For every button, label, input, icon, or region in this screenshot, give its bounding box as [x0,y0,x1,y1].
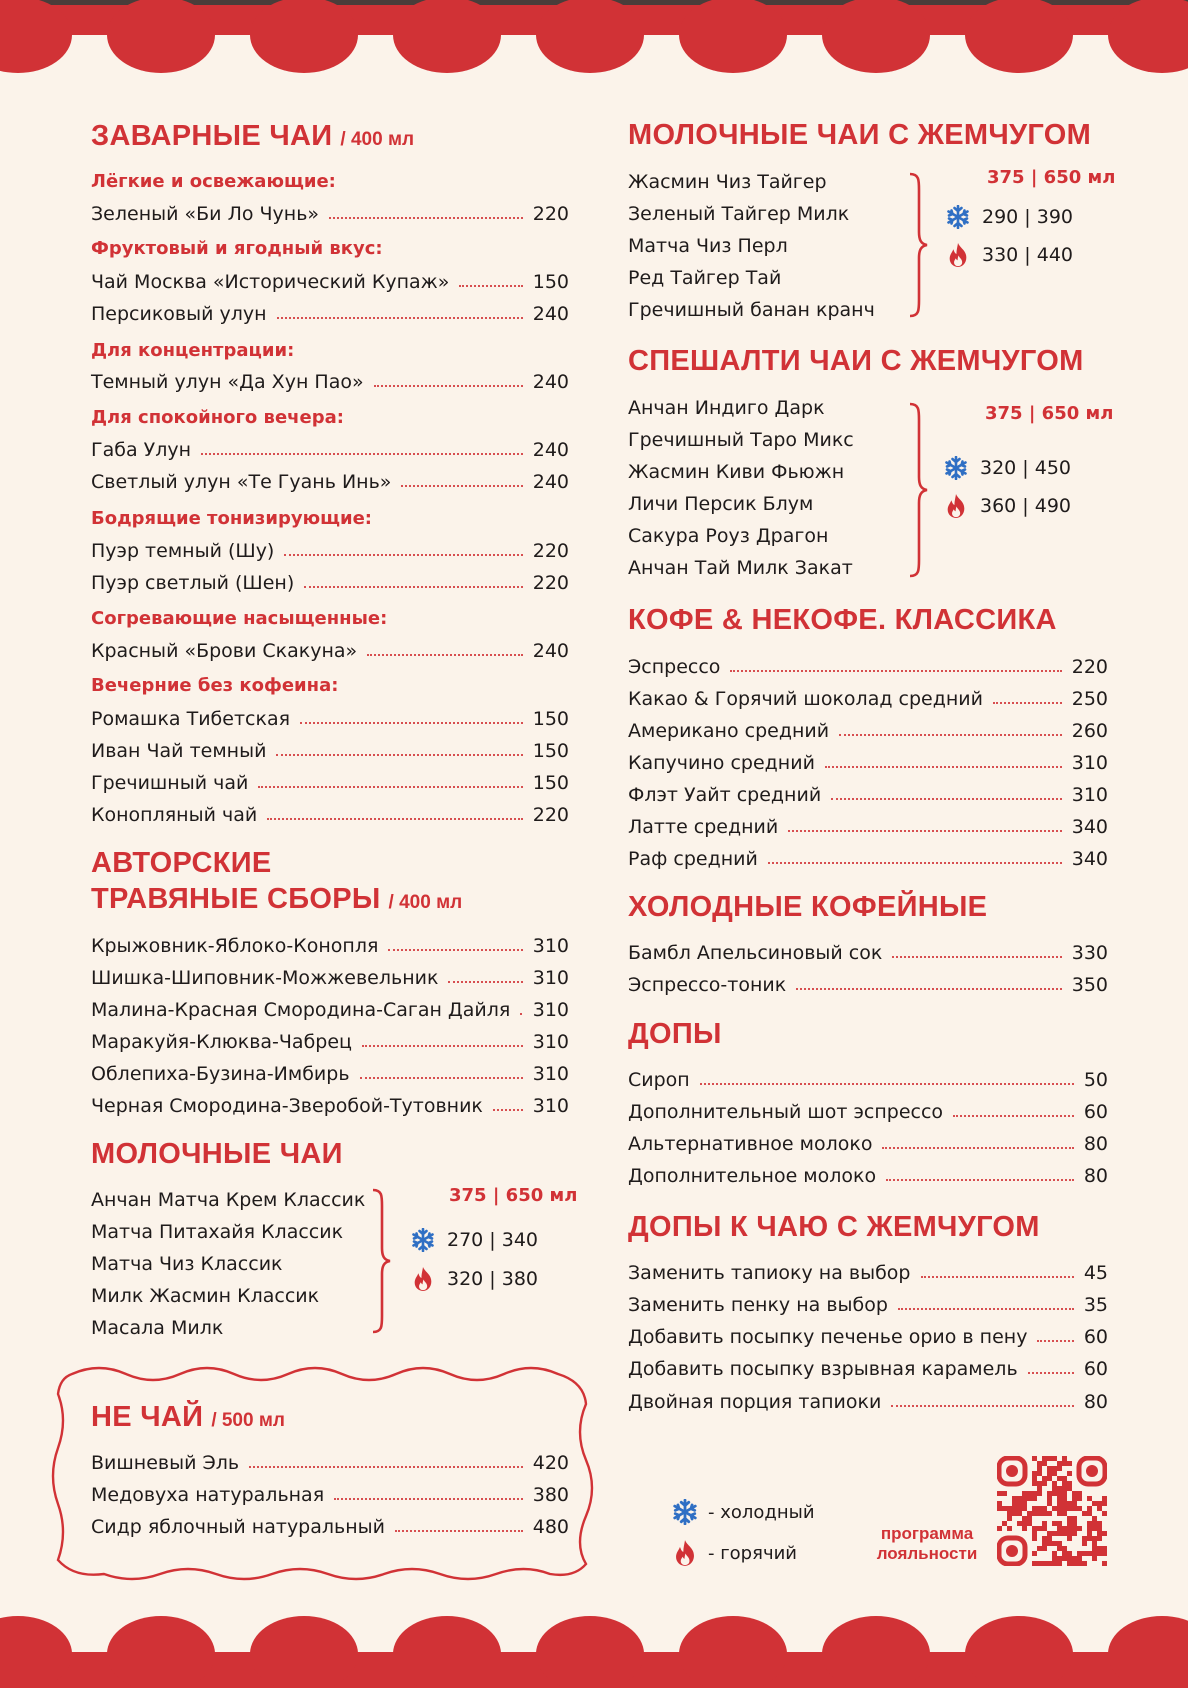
menu-item: Пуэр светлый (Шен) 220 [91,572,569,594]
specialty-tea-item: Гречишный Таро Микс [628,429,854,451]
milk-tea-item: Анчан Матча Крем Классик [91,1189,366,1211]
menu-item: Сидр яблочный натуральный 480 [91,1516,569,1538]
specialty-tea-item: Личи Персик Блум [628,493,814,515]
menu-item: Зеленый «Би Ло Чунь» 220 [91,203,569,225]
menu-item: Американо средний 260 [628,720,1108,742]
brewed-group-label: Вечерние без кофеина: [91,675,339,696]
menu-item: Дополнительное молоко 80 [628,1165,1108,1187]
specialty-tea-item: Анчан Индиго Дарк [628,397,825,419]
legend-hot-label: - горячий [708,1542,797,1564]
menu-item: Двойная порция тапиоки 80 [628,1391,1108,1413]
menu-item: Малина-Красная Смородина-Саган Дайля 310 [91,999,569,1021]
menu-item: Медовуха натуральная 380 [91,1484,569,1506]
menu-item: Эспрессо-тоник 350 [628,974,1108,996]
specialty-tea-sizes: 375 | 650 мл [985,403,1114,424]
menu-item: Темный улун «Да Хун Пао» 240 [91,371,569,393]
menu-item: Бамбл Апельсиновый сок 330 [628,942,1108,964]
milk-tea-title: МОЛОЧНЫЕ ЧАИ [91,1138,343,1170]
brewed-group-label: Для спокойного вечера: [91,407,344,428]
pearl-milk-tea-title: МОЛОЧНЫЕ ЧАИ С ЖЕМЧУГОМ [628,119,1092,151]
menu-item: Чай Москва «Исторический Купаж» 150 [91,271,569,293]
legend-cold-label: - холодный [708,1501,815,1523]
specialty-tea-cold-price: 320 | 450 [980,457,1072,479]
legend-cold [672,1499,815,1525]
pearl-milk-tea-item: Матча Чиз Перл [628,235,788,257]
menu-item: Ромашка Тибетская 150 [91,708,569,730]
snowflake-icon [672,1499,698,1525]
menu-item: Эспрессо 220 [628,656,1108,678]
right-column [628,0,1116,1688]
milk-tea-item: Матча Питахайя Классик [91,1221,344,1243]
pearl-milk-tea-brace [906,172,930,318]
menu-item: Вишневый Эль 420 [91,1452,569,1474]
menu-item: Персиковый улун 240 [91,303,569,325]
milk-tea-item: Милк Жасмин Классик [91,1285,320,1307]
pearl-milk-tea-hot-price: 330 | 440 [982,244,1074,266]
snowflake-icon [944,456,968,480]
menu-item: Сироп 50 [628,1069,1108,1091]
pearl-milk-tea-cold-price-row [946,205,1073,229]
menu-item: Флэт Уайт средний 310 [628,784,1108,806]
herbal-volume: / 400 мл [388,892,463,913]
menu-item: Капучино средний 310 [628,752,1108,774]
pearl-milk-tea-item: Ред Тайгер Тай [628,267,782,289]
pearl-milk-tea-sizes: 375 | 650 мл [987,167,1116,188]
specialty-tea-cold-price-row [944,456,1071,480]
herbal-title: ТРАВЯНЫЕ СБОРЫ / 400 мл [91,883,463,915]
not-tea-section [91,0,569,1688]
specialty-tea-title: СПЕШАЛТИ ЧАИ С ЖЕМЧУГОМ [628,345,1084,377]
menu-item: Черная Смородина-Зверобой-Тутовник 310 [91,1095,569,1117]
pearl-milk-tea-cold-price: 290 | 390 [982,206,1074,228]
not-tea-volume: / 500 мл [211,1410,285,1431]
flame-icon [946,242,970,268]
menu-item: Красный «Брови Скакуна» 240 [91,640,569,662]
brewed-group-label: Согревающие насыщенные: [91,608,388,629]
menu-item: Иван Чай темный 150 [91,740,569,762]
menu-item: Маракуйя-Клюква-Чабрец 310 [91,1031,569,1053]
herbal-title-line1: АВТОРСКИЕ [91,847,272,879]
milk-tea-item: Матча Чиз Классик [91,1253,283,1275]
menu-item: Облепиха-Бузина-Имбирь 310 [91,1063,569,1085]
milk-tea-hot-price: 320 | 380 [447,1268,539,1290]
flame-icon [944,493,968,519]
menu-item: Светлый улун «Те Гуань Инь» 240 [91,471,569,493]
not-tea-title: НЕ ЧАЙ / 500 мл [91,1401,285,1433]
loyalty-line2: лояльности [876,1544,978,1563]
brewed-tea-volume: / 400 мл [340,129,415,150]
pearl-milk-tea-hot-price-row [946,242,1073,268]
brewed-group-label: Бодрящие тонизирующие: [91,508,373,529]
brewed-group-label: Для концентрации: [91,340,295,361]
snowflake-icon [946,205,970,229]
brewed-group-label: Лёгкие и освежающие: [91,171,336,192]
milk-tea-item: Масала Милк [91,1317,224,1339]
specialty-tea-hot-price: 360 | 490 [980,495,1072,517]
brewed-tea-title: ЗАВАРНЫЕ ЧАИ / 400 мл [91,120,415,152]
extras-title: ДОПЫ [628,1018,722,1050]
pearl-extras-title: ДОПЫ К ЧАЮ С ЖЕМЧУГОМ [628,1211,1040,1243]
brewed-group-label: Фруктовый и ягодный вкус: [91,238,383,259]
cold-coffee-title: ХОЛОДНЫЕ КОФЕЙНЫЕ [628,891,988,923]
specialty-tea-brace [906,402,930,578]
menu-item: Дополнительный шот эспрессо 60 [628,1101,1108,1123]
pearl-milk-tea-item: Зеленый Тайгер Милк [628,203,850,225]
pearl-milk-tea-item: Гречишный банан кранч [628,299,875,321]
menu-item: Добавить посыпку взрывная карамель 60 [628,1358,1108,1380]
menu-item: Конопляный чай 220 [91,804,569,826]
menu-item: Заменить пенку на выбор 35 [628,1294,1108,1316]
specialty-tea-hot-price-row [944,493,1071,519]
flame-icon [672,1539,698,1567]
legend-hot [672,1539,797,1567]
menu-item: Добавить посыпку печенье орио в пену 60 [628,1326,1108,1348]
menu-item: Латте средний 340 [628,816,1108,838]
menu-item: Раф средний 340 [628,848,1108,870]
coffee-title: КОФЕ & НЕКОФЕ. КЛАССИКА [628,604,1057,636]
milk-tea-cold-price: 270 | 340 [447,1229,539,1251]
menu-item: Гречишный чай 150 [91,772,569,794]
qr-code-icon[interactable] [997,1456,1107,1566]
menu-item: Шишка-Шиповник-Можжевельник 310 [91,967,569,989]
menu-item: Габа Улун 240 [91,439,569,461]
menu-item: Заменить тапиоку на выбор 45 [628,1262,1108,1284]
loyalty-line1: программа [880,1524,974,1543]
menu-item: Какао & Горячий шоколад средний 250 [628,688,1108,710]
specialty-tea-item: Сакура Роуз Драгон [628,525,829,547]
loyalty-program-label [868,1524,986,1564]
menu-item: Пуэр темный (Шу) 220 [91,540,569,562]
specialty-tea-item: Анчан Тай Милк Закат [628,557,853,579]
milk-tea-sizes: 375 | 650 мл [449,1185,578,1206]
specialty-tea-item: Жасмин Киви Фьюжн [628,461,845,483]
menu-item: Крыжовник-Яблоко-Конопля 310 [91,935,569,957]
pearl-milk-tea-item: Жасмин Чиз Тайгер [628,171,827,193]
menu-item: Альтернативное молоко 80 [628,1133,1108,1155]
